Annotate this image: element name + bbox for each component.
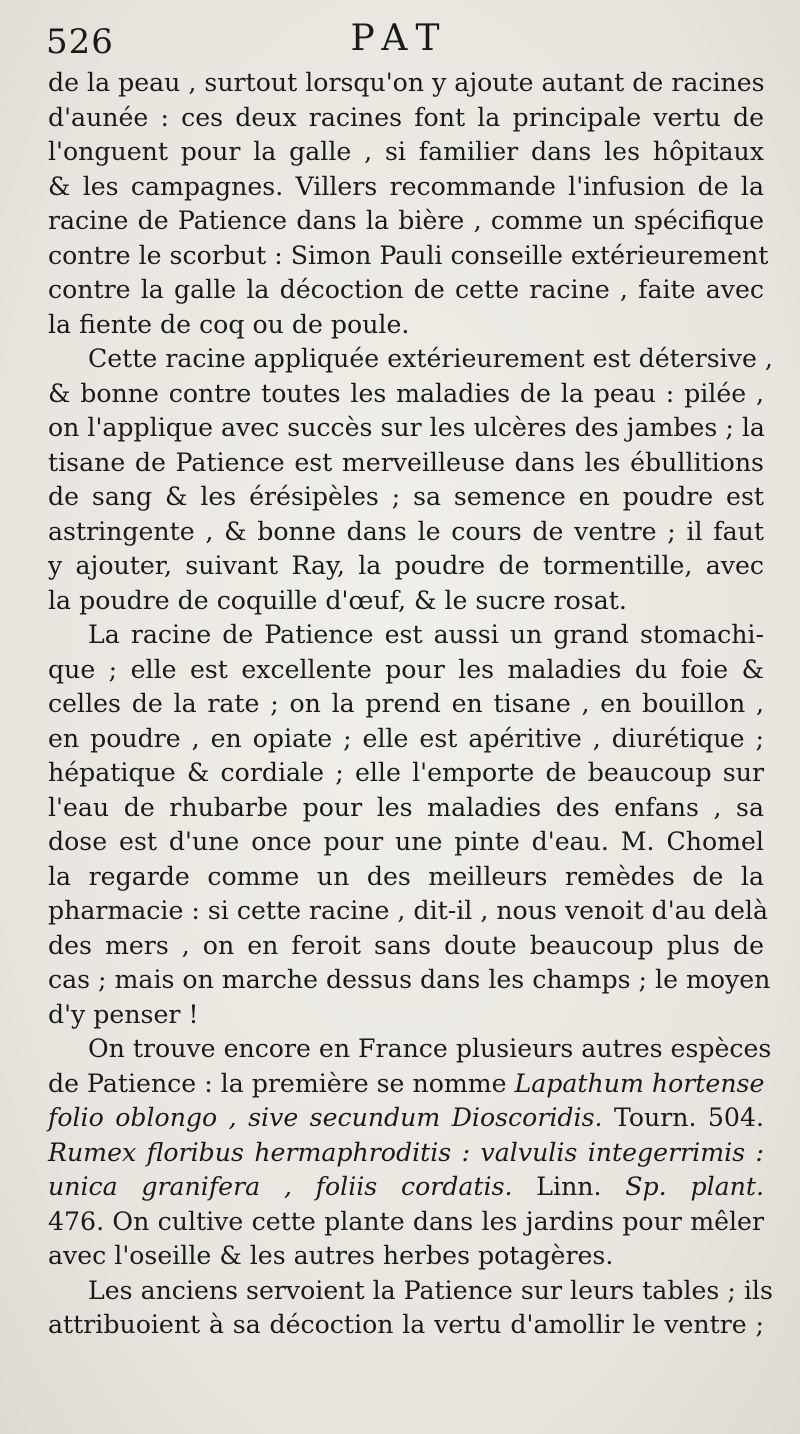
text-line: de sang & les érésipèles ; sa semence en poudre est [48,482,764,511]
page-header [0,18,800,66]
paragraph [48,342,773,618]
text-line: y ajouter, suivant Ray, la poudre de tormentille, avec [48,551,764,580]
text-segment: avec l'oseille & les autres herbes potagères. [48,1241,614,1270]
paragraph [48,1032,772,1274]
text-line [48,1067,764,1102]
text-line [48,1136,764,1171]
text-line: cas ; mais on marche dessus dans les champs ; le moyen [48,965,771,994]
text-line [48,1032,772,1067]
text-line: en poudre , en opiate ; elle est apéritive , diurétique ; [48,723,764,753]
text-line: que ; elle est excellente pour les maladies du foie & [48,654,764,684]
running-head: PAT [350,18,450,59]
text-line: hépatique & cordiale ; elle l'emporte de beaucoup sur [48,758,764,787]
italic-segment: unica granifera , foliis cordatis. [48,1172,513,1201]
text-line: l'onguent pour la galle , si familier dans les hôpitaux [48,137,764,166]
text-line: la regarde comme un des meilleurs remèdes de la [48,861,764,891]
italic-segment: Sp. plant. [625,1172,764,1201]
text-line: tisane de Patience est merveilleuse dans les ébullitions [48,447,764,477]
italic-segment: folio oblongo , sive secundum Dioscoridis. [48,1103,603,1132]
text-line: d'y penser ! [48,999,199,1029]
text-line: la poudre de coquille d'œuf, & le sucre rosat. [48,585,627,615]
text-line: attribuoient à sa décoction la vertu d'amollir le ventre ; [48,1310,764,1339]
text-line: La racine de Patience est aussi un grand stomachi- [88,620,764,649]
text-line: & bonne contre toutes les maladies de la peau : pilée , [48,378,764,408]
text-line: contre le scorbut : Simon Pauli conseille extérieurement [48,240,769,270]
paragraph [48,1274,773,1343]
text-line: la fiente de coq ou de poule. [48,309,410,339]
text-line [48,1170,764,1205]
text-line: d'aunée : ces deux racines font la principale vertu de [48,102,764,132]
text-segment: de Patience : la première se nomme [48,1068,515,1098]
body-text [48,66,773,1343]
text-line: on l'applique avec succès sur les ulcères des jambes ; la [48,413,765,442]
text-line: pharmacie : si cette racine , dit-il , nous venoit d'au delà [48,896,768,925]
italic-segment: Rumex floribus hermaphroditis : valvulis integerrimis : [48,1137,764,1167]
text-line [48,1205,764,1240]
text-line [48,1101,764,1136]
text-line: racine de Patience dans la bière , comme un spécifique [48,206,764,235]
text-segment: Linn. [512,1172,626,1201]
text-line [48,1239,764,1274]
text-segment: 476. On cultive cette plante dans les jardins pour mêler [48,1206,764,1236]
text-line: Les anciens servoient la Patience sur leurs tables ; ils [88,1275,773,1305]
text-line: de la peau , surtout lorsqu'on y ajoute autant de racines [48,68,765,97]
italic-segment: Lapathum hortense [514,1068,765,1098]
text-line: l'eau de rhubarbe pour les maladies des enfans , sa [48,792,764,822]
paragraph [48,66,769,342]
paragraph [48,618,771,1032]
text-line: celles de la rate ; on la prend en tisane , en bouillon , [48,689,764,718]
text-segment: On trouve encore en France plusieurs autres espèces [88,1034,772,1063]
text-segment: Tourn. 504. [602,1103,764,1132]
text-line: des mers , on en feroit sans doute beaucoup plus de [48,930,764,960]
page-number: 526 [46,22,114,62]
text-line: astringente , & bonne dans le cours de ventre ; il faut [48,516,764,546]
text-line: contre la galle la décoction de cette racine , faite avec [48,275,764,304]
text-line: Cette racine appliquée extérieurement est détersive , [88,344,773,373]
text-line: dose est d'une once pour une pinte d'eau. M. Chomel [48,827,764,856]
text-line: & les campagnes. Villers recommande l'infusion de la [48,171,764,201]
